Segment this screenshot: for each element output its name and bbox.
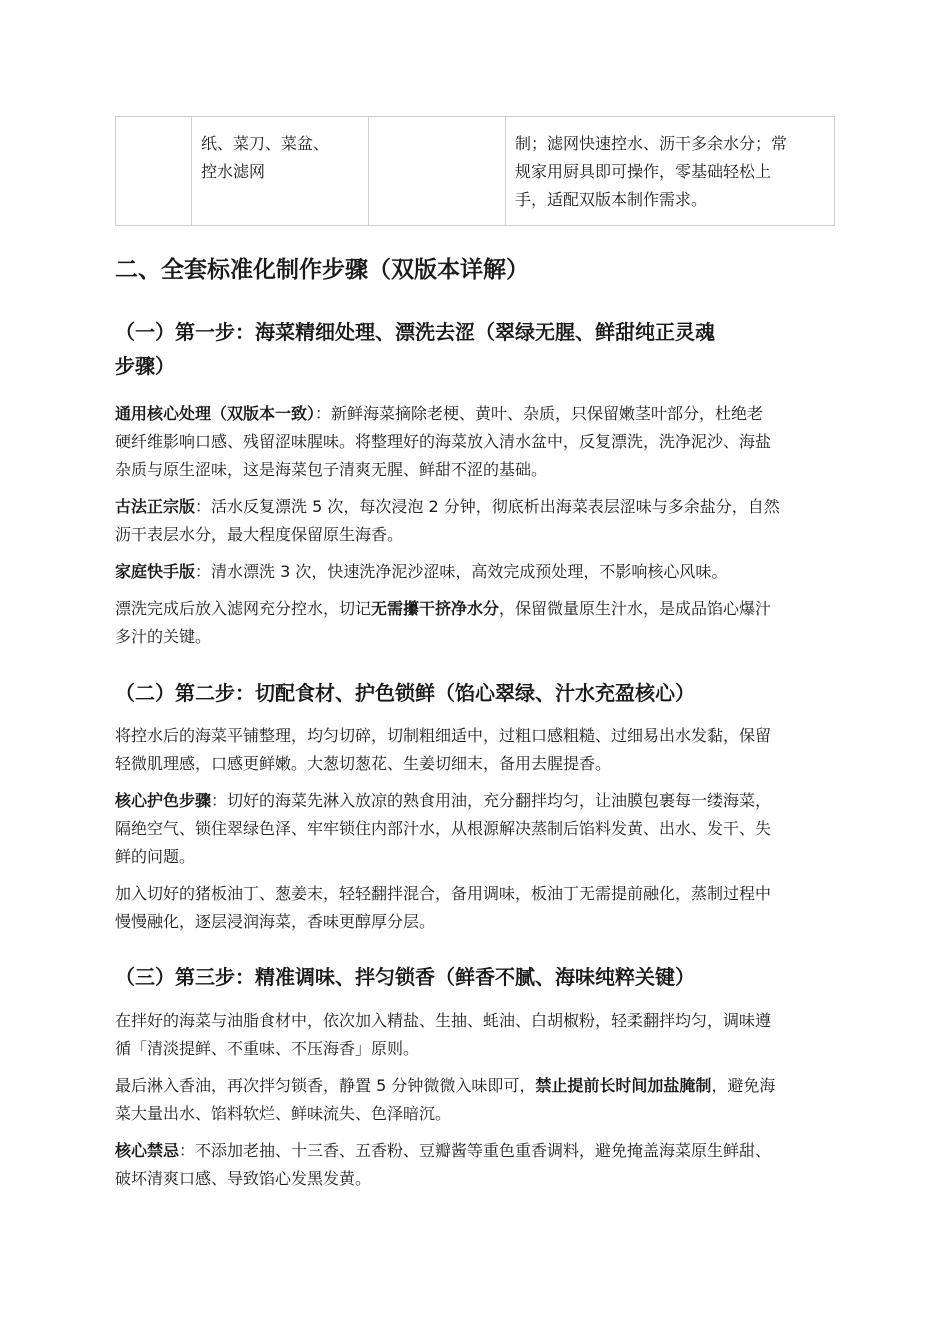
text-line: 加入切好的猪板油丁、葱姜末，轻轻翻拌混合，备用调味，板油丁无需提前融化，蒸制过程中 [115,884,772,903]
table-col-divider [191,117,192,225]
step3-paragraph-taboo [115,1137,835,1193]
bold-emphasis: 无需攥干挤净水分 [371,599,500,618]
section-heading: 二、全套标准化制作步骤（双版本详解） [115,257,529,283]
text-span: ，避免海 [711,1076,776,1095]
bold-label: 核心护色步骤 [115,791,212,810]
step1-paragraph-drain [115,595,835,651]
text-line: ：不添加老抽、十三香、五香粉、豆瓣酱等重色重香调料，避免掩盖海菜原生鲜甜、 [179,1141,772,1160]
heading-line: 步骤） [115,354,175,378]
step1-paragraph-quick [115,558,835,586]
table-text-line: 控水滤网 [201,162,266,181]
step1-paragraph-general [115,400,835,484]
step3-heading: （三）第三步：精准调味、拌匀锁香（鲜香不腻、海味纯粹关键） [115,965,695,989]
table-text-line: 规家用厨具即可操作，零基础轻松上 [515,162,772,181]
text-line: 菜大量出水、馅料软烂、鲜味流失、色泽暗沉。 [115,1104,452,1123]
step2-paragraph-mix [115,880,835,936]
text-line: 将控水后的海菜平铺整理，均匀切碎，切制粗细适中，过粗口感粗糙、过细易出水发黏，保留 [115,726,772,745]
text-line: 杂质与原生涩味，这是海菜包子清爽无腥、鲜甜不涩的基础。 [115,460,548,479]
table-cell-notes [515,130,787,214]
text-line: 慢慢融化，逐层浸润海菜，香味更醇厚分层。 [115,912,436,931]
text-line: 隔绝空气、锁住翠绿色泽、牢牢锁住内部汁水，从根源解决蒸制后馅料发黄、出水、发干、失 [115,819,772,838]
step1-paragraph-classic [115,493,835,549]
text-span: ，保留微量原生汁水，是成品馅心爆汁 [499,599,772,618]
text-line: ：新鲜海菜摘除老梗、黄叶、杂质，只保留嫩茎叶部分，杜绝老 [315,404,764,423]
text-span: 最后淋入香油，再次拌匀锁香，静置 5 分钟微微入味即可， [115,1076,536,1095]
table-col-divider [505,117,506,225]
table-text-line: 手，适配双版本制作需求。 [515,190,708,209]
step3-paragraph-season [115,1007,835,1063]
table-fragment [115,116,835,226]
text-line: 多汁的关键。 [115,627,212,646]
table-text-line: 纸、菜刀、菜盆、 [201,134,330,153]
bold-emphasis: 禁止提前长时间加盐腌制 [535,1076,712,1095]
text-line: 轻微肌理感，口感更鲜嫩。大葱切葱花、生姜切细末，备用去腥提香。 [115,754,612,773]
text-line: ：切好的海菜先淋入放凉的熟食用油，充分翻拌均匀，让油膜包裹每一缕海菜， [211,791,772,810]
text-line: 沥干表层水分，最大程度保留原生海香。 [115,525,404,544]
text-line: ：活水反复漂洗 5 次，每次浸泡 2 分钟，彻底析出海菜表层涩味与多余盐分，自然 [195,497,780,516]
text-line: 鲜的问题。 [115,847,196,866]
step3-paragraph-oil [115,1072,835,1128]
table-text-line: 制；滤网快速控水、沥干多余水分；常 [515,134,788,153]
text-span: 漂洗完成后放入滤网充分控水，切记 [115,599,372,618]
bold-label: 通用核心处理（双版本一致） [115,404,316,423]
bold-label: 古法正宗版 [115,497,196,516]
text-line: 在拌好的海菜与油脂食材中，依次加入精盐、生抽、蚝油、白胡椒粉，轻柔翻拌均匀，调味遵 [115,1011,772,1030]
step2-paragraph-color [115,787,835,871]
heading-line: （一）第一步：海菜精细处理、漂洗去涩（翠绿无腥、鲜甜纯正灵魂 [115,320,715,344]
table-cell-tools [201,130,329,186]
bold-label: 核心禁忌 [115,1141,180,1160]
text-line: 破坏清爽口感、导致馅心发黑发黄。 [115,1169,372,1188]
bold-label: 家庭快手版 [115,562,196,581]
step2-heading: （二）第二步：切配食材、护色锁鲜（馅心翠绿、汁水充盈核心） [115,681,695,705]
table-col-divider [368,117,369,225]
text-line: 循「清淡提鲜、不重味、不压海香」原则。 [115,1039,420,1058]
step1-heading [115,315,835,383]
text-line: 硬纤维影响口感、残留涩味腥味。将整理好的海菜放入清水盆中，反复漂洗，洗净泥沙、海盐 [115,432,772,451]
step2-paragraph-cut [115,722,835,778]
text-line: ：清水漂洗 3 次，快速洗净泥沙涩味，高效完成预处理，不影响核心风味。 [195,562,728,581]
